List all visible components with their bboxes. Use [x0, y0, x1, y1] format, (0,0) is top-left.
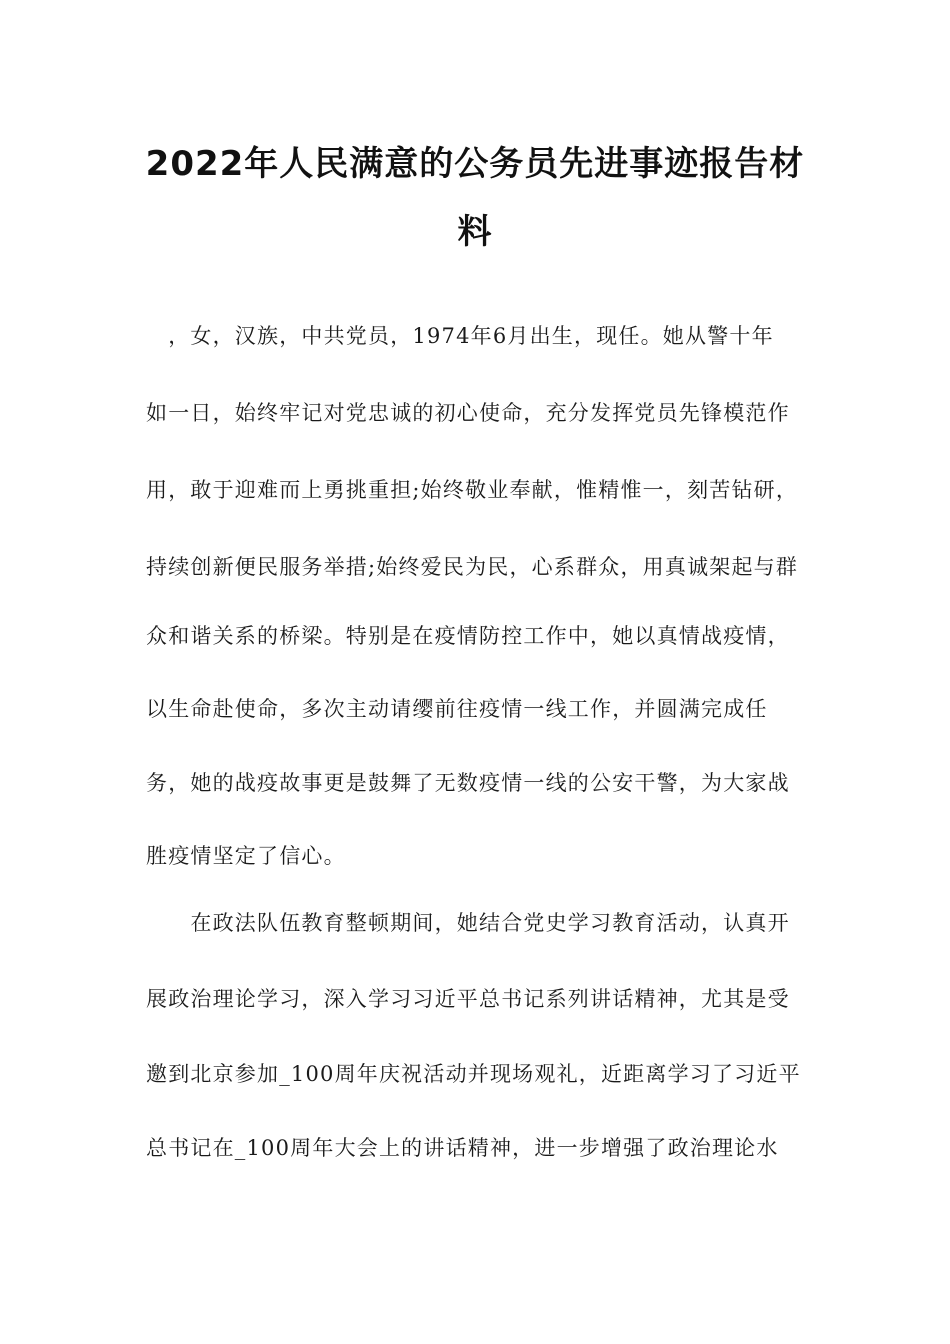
body-line: 邀到北京参加_100周年庆祝活动并现场观礼，近距离学习了习近平: [146, 1062, 801, 1086]
body-line: 胜疫情坚定了信心。: [146, 844, 346, 868]
body-line: 持续创新便民服务举措;始终爱民为民，心系群众，用真诚架起与群: [146, 555, 799, 579]
document-title-line-1: 2022年人民满意的公务员先进事迹报告材: [145, 144, 805, 184]
body-line: 以生命赴使命，多次主动请缨前往疫情一线工作，并圆满完成任: [146, 697, 768, 721]
body-line: 总书记在_100周年大会上的讲话精神，进一步增强了政治理论水: [146, 1136, 779, 1160]
body-line: 展政治理论学习，深入学习习近平总书记系列讲话精神，尤其是受: [146, 987, 790, 1011]
body-line: 务，她的战疫故事更是鼓舞了无数疫情一线的公安干警，为大家战: [146, 771, 790, 795]
body-line: ，女，汉族，中共党员，1974年6月出生，现任。她从警十年: [146, 324, 774, 348]
body-line: 在政法队伍教育整顿期间，她结合党史学习教育活动，认真开: [146, 911, 790, 935]
body-line: 用，敢于迎难而上勇挑重担;始终敬业奉献，惟精惟一，刻苦钻研，: [146, 478, 799, 502]
body-line: 如一日，始终牢记对党忠诚的初心使命，充分发挥党员先锋模范作: [146, 401, 790, 425]
document-title-line-2: 料: [457, 212, 493, 252]
body-line: 众和谐关系的桥梁。特别是在疫情防控工作中，她以真情战疫情，: [146, 624, 790, 648]
